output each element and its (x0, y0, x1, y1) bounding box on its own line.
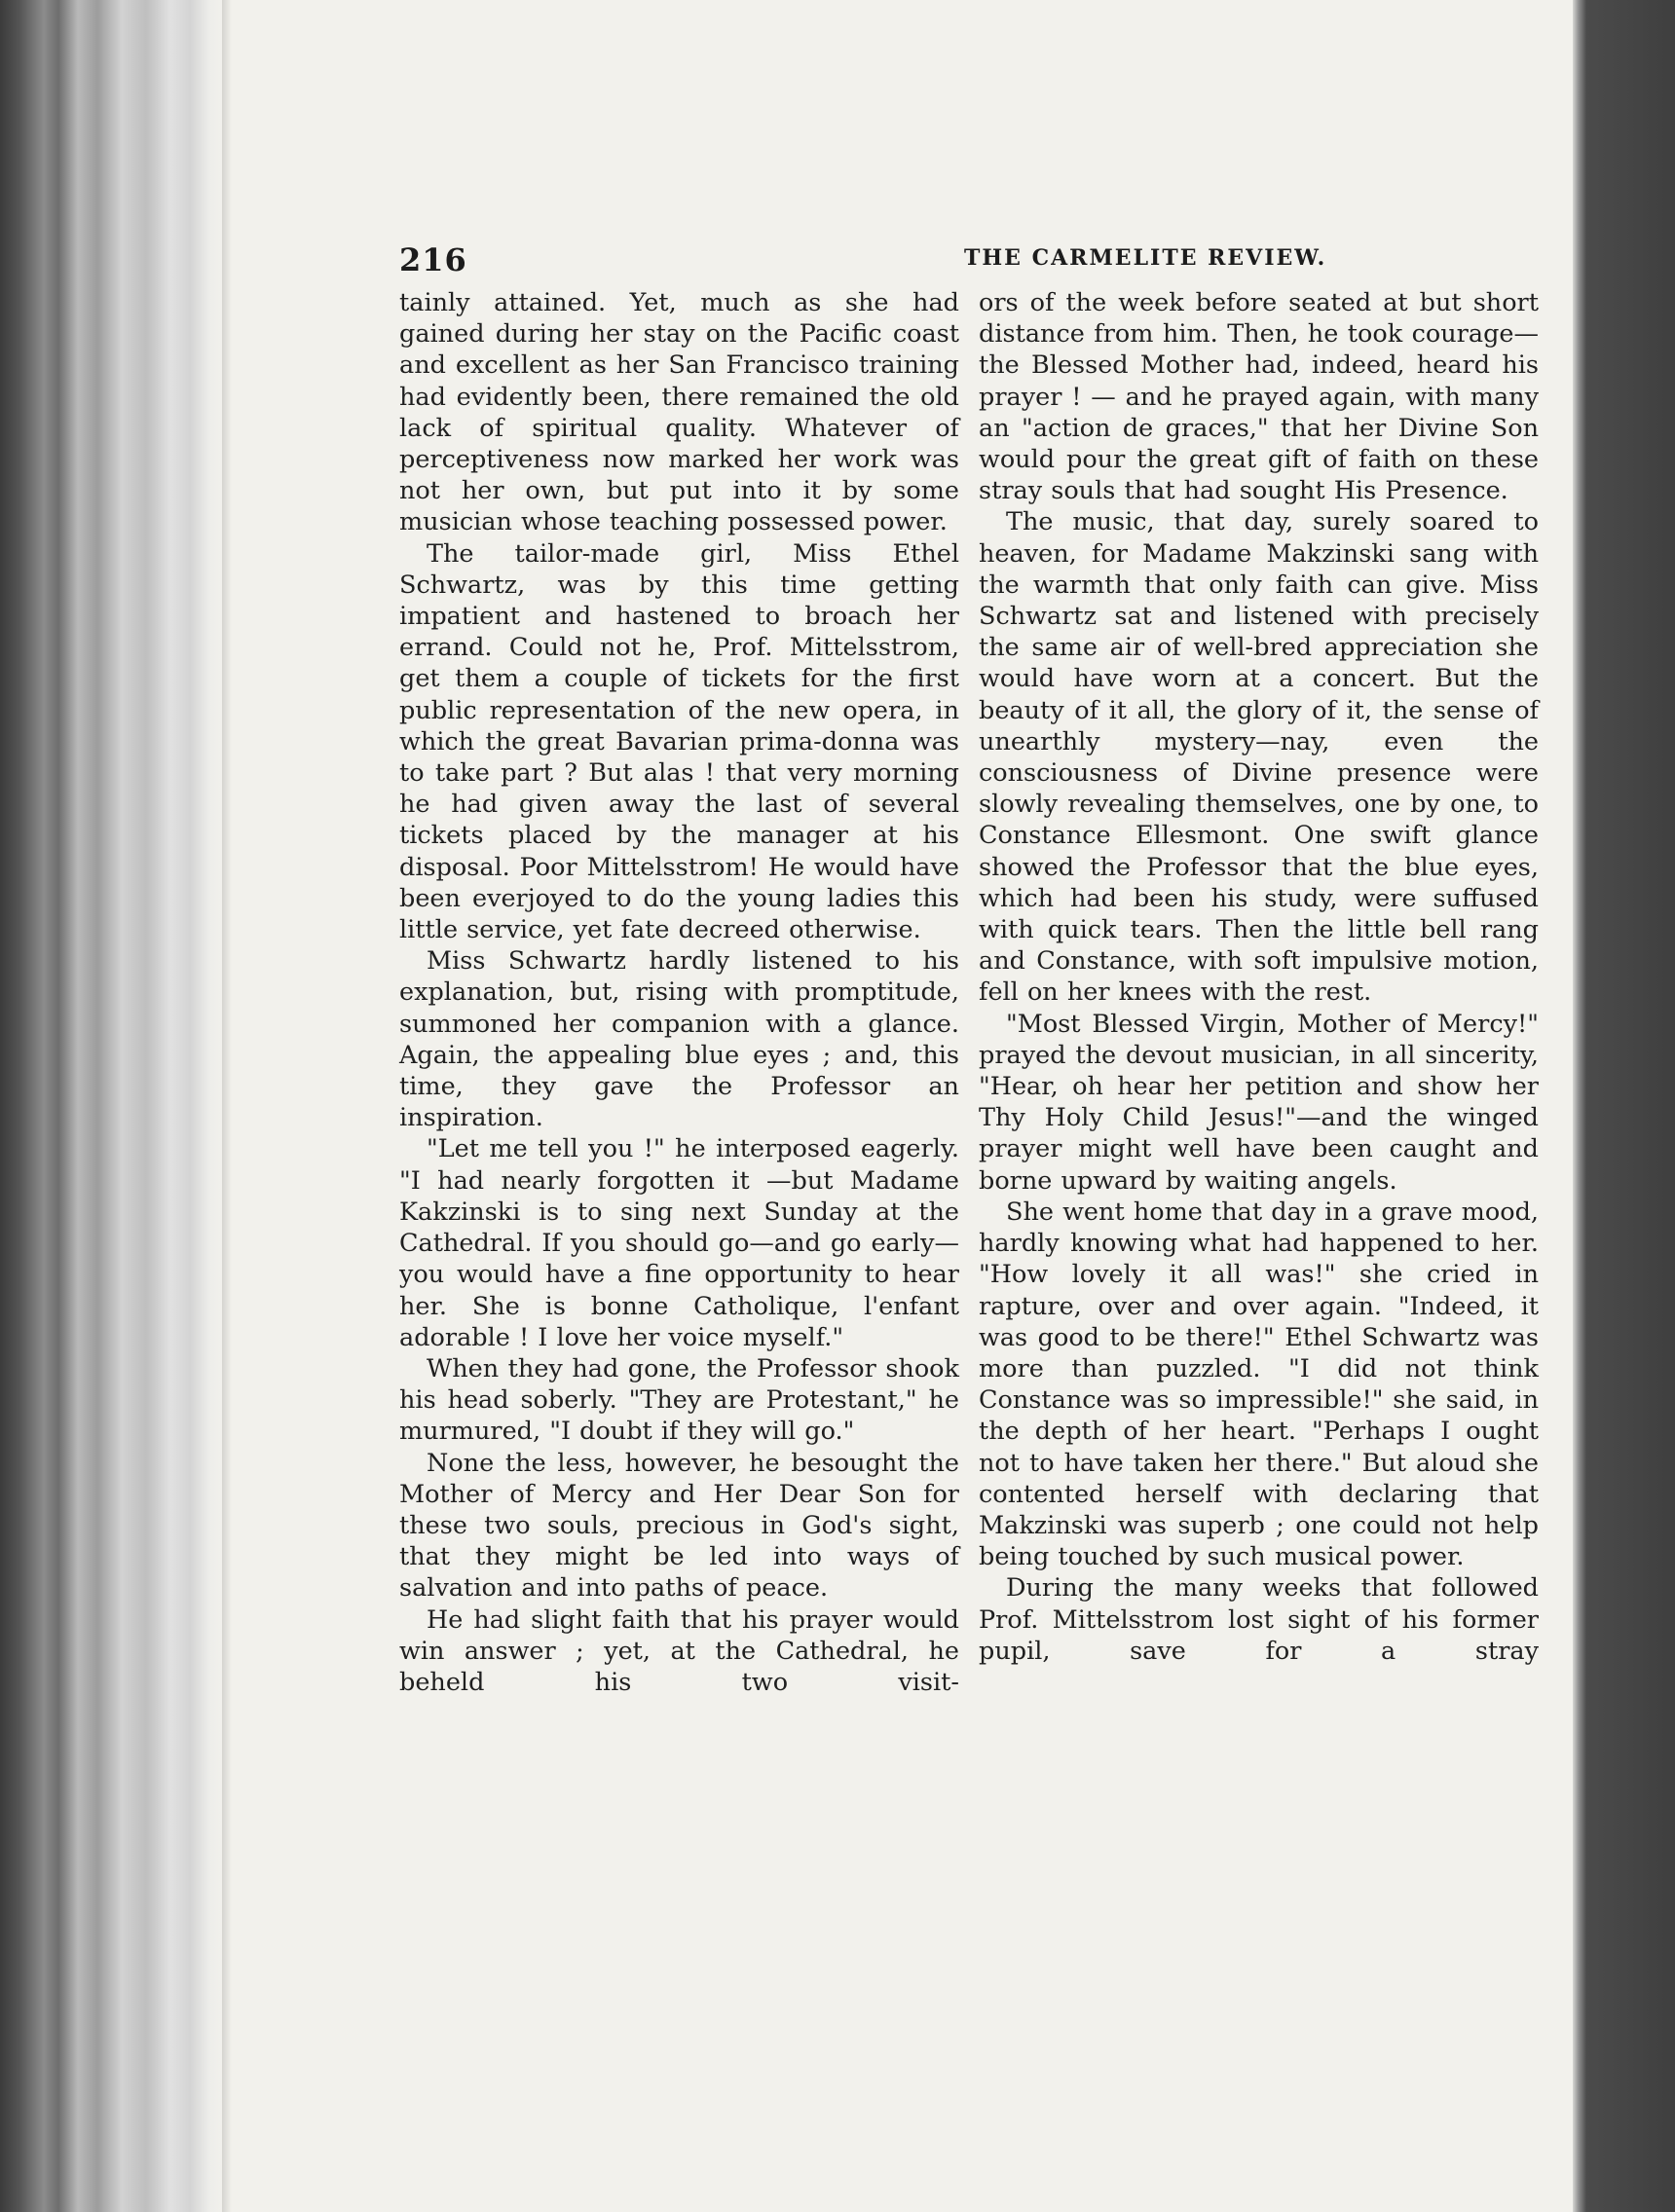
page-header (399, 241, 1539, 280)
paragraph: When they had gone, the Professor shook his head soberly. "They are Protestant," he murmured, "I doubt if they will go." (399, 1353, 959, 1447)
paragraph: The music, that day, surely soared to heaven, for Madame Makzinski sang with the warmth that only faith can give. Miss Schwartz sat and listened with precisely the same air of well-bred appreciation she would have worn at a concert. But the beauty of it all, the glory of it, the sense of unearthly mystery—nay, even the consciousness of Divine presence were slowly revealing themselves, one by one, to Constance Ellesmont. One swift glance showed the Professor that the blue eyes, which had been his study, were suffused with quick tears. Then the little bell rang and Constance, with soft impulsive motion, fell on her knees with the rest. (979, 507, 1539, 1008)
paragraph: Miss Schwartz hardly listened to his explanation, but, rising with promptitude, summoned her companion with a glance. Again, the appealing blue eyes ; and, this time, they gave the Professor an inspiration. (399, 946, 959, 1133)
scan-background-edge (1573, 0, 1675, 2212)
book-page (224, 0, 1573, 2212)
left-column (399, 287, 959, 1698)
paragraph: "Most Blessed Virgin, Mother of Mercy!" prayed the devout musician, in all sincerity, "Hear, oh hear her petition and show her Thy Holy Child Jesus!"—and the winged prayer might well have been caught and borne upward by waiting angels. (979, 1009, 1539, 1196)
running-title: THE CARMELITE REVIEW. (964, 245, 1327, 271)
book-binding-edge (0, 0, 224, 2212)
paragraph: He had slight faith that his prayer would win answer ; yet, at the Cathedral, he beheld his two visit- (399, 1604, 959, 1697)
paragraph: tainly attained. Yet, much as she had gained during her stay on the Pacific coast and excellent as her San Francisco training had evidently been, there remained the old lack of spiritual quality. Whatever of perceptiveness now marked her work was not her own, but put into it by some musician whose teaching possessed power. (399, 288, 959, 537)
paragraph: None the less, however, he besought the Mother of Mercy and Her Dear Son for these two souls, precious in God's sight, that they might be led into ways of salvation and into paths of peace. (399, 1448, 959, 1604)
paragraph: She went home that day in a grave mood, hardly knowing what had happened to her. "How lovely it all was!" she cried in rapture, over and over again. "Indeed, it was good to be there!" Ethel Schwartz was more than puzzled. "I did not think Constance was so impressible!" she said, in the depth of her heart. "Perhaps I ought not to have taken her there." But aloud she contented herself with declaring that Makzinski was superb ; one could not help being touched by such musical power. (979, 1197, 1539, 1572)
page-number: 216 (399, 241, 467, 278)
paragraph: ors of the week before seated at but short distance from him. Then, he took courage—the Blessed Mother had, indeed, heard his prayer ! — and he prayed again, with many an "action de graces," that her Divine Son would pour the great gift of faith on these stray souls that had sought His Presence. (979, 288, 1539, 506)
paragraph: During the many weeks that followed Prof. Mittelsstrom lost sight of his former pupil, save for a stray (979, 1573, 1539, 1666)
paragraph: "Let me tell you !" he interposed eagerly. "I had nearly forgotten it —but Madame Kakzinski is to sing next Sunday at the Cathedral. If you should go—and go early—you would have a fine opportunity to hear her. She is bonne Catholique, l'enfant adorable ! I love her voice myself." (399, 1134, 959, 1352)
paragraph: The tailor-made girl, Miss Ethel Schwartz, was by this time getting impatient and hastened to broach her errand. Could not he, Prof. Mittelsstrom, get them a couple of tickets for the first public representation of the new opera, in which the great Bavarian prima-donna was to take part ? But alas ! that very morning he had given away the last of several tickets placed by the manager at his disposal. Poor Mittelsstrom! He would have been everjoyed to do the young ladies this little service, yet fate decreed otherwise. (399, 538, 959, 945)
right-column (979, 287, 1539, 1667)
